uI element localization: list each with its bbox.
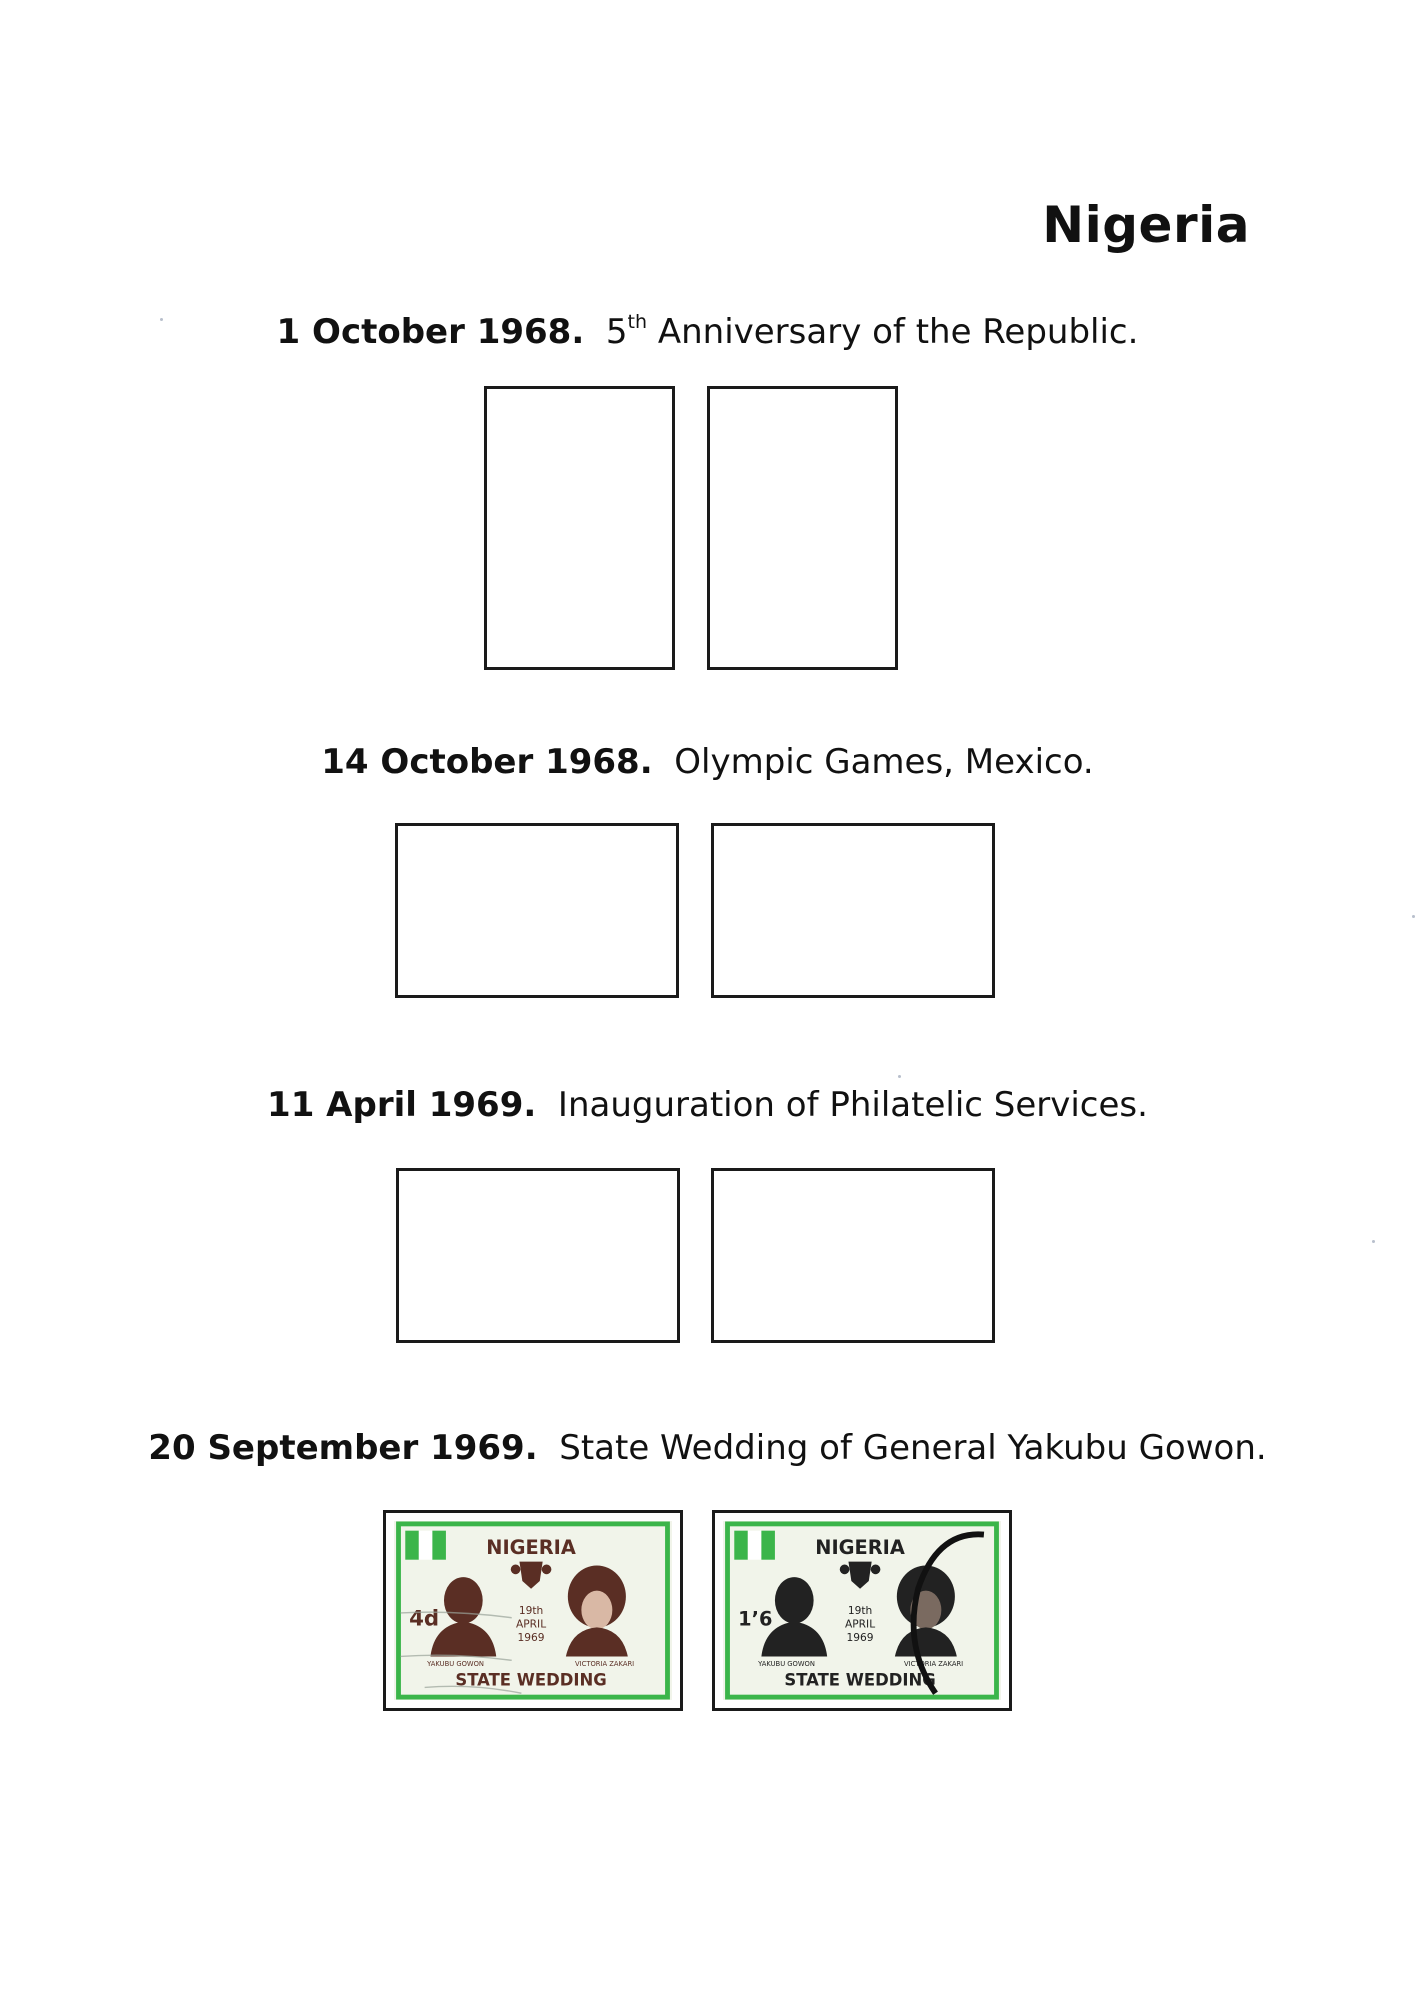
stamp-artwork: [723, 1521, 1001, 1700]
stamp-frame: [711, 823, 995, 998]
stamp-artwork: [394, 1521, 672, 1700]
issue-title: Inauguration of Philatelic Services.: [557, 1085, 1148, 1125]
stamp-caption: STATE WEDDING: [455, 1670, 607, 1690]
stamp-name-left: YAKUBU GOWON: [758, 1660, 815, 1669]
issue-date: 20 September 1969.: [148, 1428, 538, 1468]
page-title: Nigeria: [1042, 196, 1250, 254]
nigerian-flag-icon: [405, 1531, 446, 1560]
stamp-value: 1’6: [738, 1607, 773, 1631]
portrait-zakari-icon: [566, 1566, 628, 1657]
stamp-date-line: APRIL: [845, 1617, 876, 1631]
paper-speck: [898, 1075, 901, 1078]
ordinal-suffix: th: [627, 311, 648, 333]
stamp-date-line: APRIL: [516, 1617, 547, 1631]
portrait-gowon-icon: [430, 1577, 496, 1656]
portrait-zakari-icon: [895, 1566, 957, 1657]
stamp-frame: [396, 1168, 680, 1343]
stamp-value: 4d: [409, 1606, 440, 1632]
stamp-4d: [394, 1521, 672, 1700]
stamp-frame: [383, 1510, 683, 1711]
nigerian-flag-icon: [734, 1531, 775, 1560]
stamp-country: NIGERIA: [815, 1535, 905, 1559]
stamp-1s6d: [723, 1521, 1001, 1700]
issue-date: 14 October 1968.: [321, 742, 653, 782]
stamp-name-left: YAKUBU GOWON: [427, 1660, 485, 1669]
stamp-name-right: VICTORIA ZAKARI: [575, 1660, 635, 1669]
stamp-date-line: 19th: [847, 1603, 873, 1617]
issue-title: Olympic Games, Mexico.: [674, 742, 1094, 782]
stamp-frame: [712, 1510, 1012, 1711]
stamp-date-line: 1969: [517, 1630, 545, 1644]
paper-speck: [160, 318, 163, 321]
issue-heading-1: [0, 311, 1415, 352]
stamp-name-right: VICTORIA ZAKARI: [904, 1660, 964, 1669]
issue-date: 1 October 1968.: [276, 312, 585, 352]
coat-of-arms-icon: [840, 1562, 881, 1589]
coat-of-arms-icon: [511, 1562, 552, 1589]
issue-title: State Wedding of General Yakubu Gowon.: [559, 1428, 1267, 1468]
stamp-frame: [711, 1168, 995, 1343]
issue-date: 11 April 1969.: [267, 1085, 537, 1125]
issue-title: Anniversary of the Republic.: [657, 312, 1139, 352]
paper-speck: [1372, 1240, 1375, 1243]
issue-heading-2: [0, 742, 1415, 782]
ordinal-number: 5: [605, 312, 628, 352]
stamp-country: NIGERIA: [486, 1535, 576, 1559]
stamp-frame: [484, 386, 675, 670]
stamp-frame: [707, 386, 898, 670]
stamp-caption: STATE WEDDING: [784, 1670, 936, 1690]
issue-heading-4: [0, 1428, 1415, 1468]
stamp-date-line: 1969: [846, 1630, 874, 1644]
stamp-date-line: 19th: [518, 1603, 544, 1617]
issue-heading-3: [0, 1085, 1415, 1125]
stamp-frame: [395, 823, 679, 998]
